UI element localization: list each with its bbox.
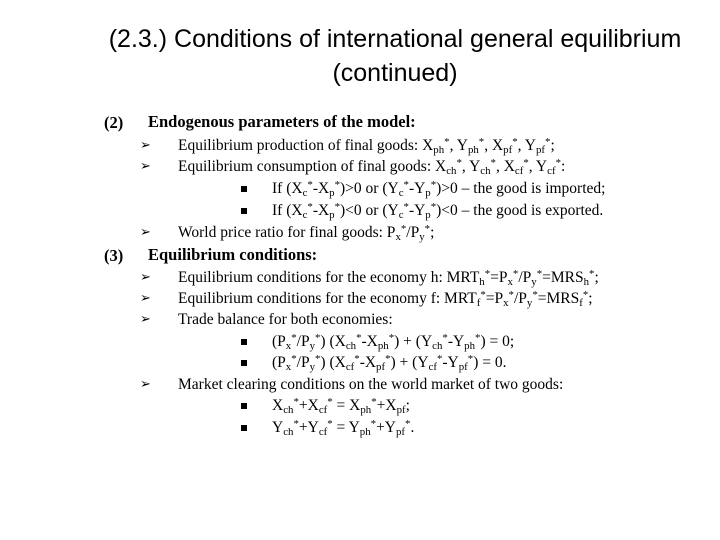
list-item: $X_{ch}^*+X_{cf}^* = X_{ph}^*+X_{pf}$; [272,396,410,416]
square-bullet-icon [241,339,247,345]
square-bullet-icon [241,208,247,214]
section-number: (3) [104,246,124,265]
list-item: If $(X_c^*-X_p^*)<0$ or $(Y_c^*-Y_p^*)<0$ – the good is exported. [272,201,604,221]
list-item: Equilibrium production of final goods: $X_{ph}^*$, $Y_{ph}^*$, $X_{pf}^*$, $Y_{pf}^*$; [178,136,555,156]
section-heading: Equilibrium conditions: [148,245,318,264]
arrow-bullet-icon: ➢ [140,270,151,285]
list-item: $(P_x^*/P_y^*) (X_{cf}^*-X_{pf}^*) + (Y_{cf}^*-Y_{pf}^*) = 0$. [272,353,507,373]
square-bullet-icon [241,360,247,366]
list-item: Equilibrium consumption of final goods: $X_{ch}^*$, $Y_{ch}^*$, $X_{cf}^*$, $Y_{cf}^*$: [178,157,566,177]
square-bullet-icon [241,186,247,192]
arrow-bullet-icon: ➢ [140,225,151,240]
list-item: Market clearing conditions on the world market of two goods: [178,376,564,393]
square-bullet-icon [241,425,247,431]
list-item: If $(X_c^*-X_p^*)>0$ or $(Y_c^*-Y_p^*)>0$ – the good is imported; [272,179,606,199]
arrow-bullet-icon: ➢ [140,312,151,327]
list-item: Equilibrium conditions for the economy f: $MRT_f^*=P_x^*/P_y^*=MRS_f^*$; [178,289,593,309]
square-bullet-icon [241,403,247,409]
arrow-bullet-icon: ➢ [140,291,151,306]
list-item: Trade balance for both economies: [178,311,393,328]
list-item: World price ratio for final goods: $P_x^*/P_y^*$; [178,223,435,243]
list-item: $Y_{ch}^*+Y_{cf}^* = Y_{ph}^*+Y_{pf}^*$. [272,418,415,438]
list-item: $(P_x^*/P_y^*) (X_{ch}^*-X_{ph}^*) + (Y_{ch}^*-Y_{ph}^*) = 0$; [272,332,515,352]
section-heading: Endogenous parameters of the model: [148,112,416,131]
section-number: (2) [104,113,124,132]
slide-title: (2.3.) Conditions of international general equilibrium (continued) [108,25,682,87]
arrow-bullet-icon: ➢ [140,138,151,153]
list-item: Equilibrium conditions for the economy h: $MRT_h^*=P_x^*/P_y^*=MRS_h^*$; [178,268,599,288]
arrow-bullet-icon: ➢ [140,377,151,392]
arrow-bullet-icon: ➢ [140,159,151,174]
